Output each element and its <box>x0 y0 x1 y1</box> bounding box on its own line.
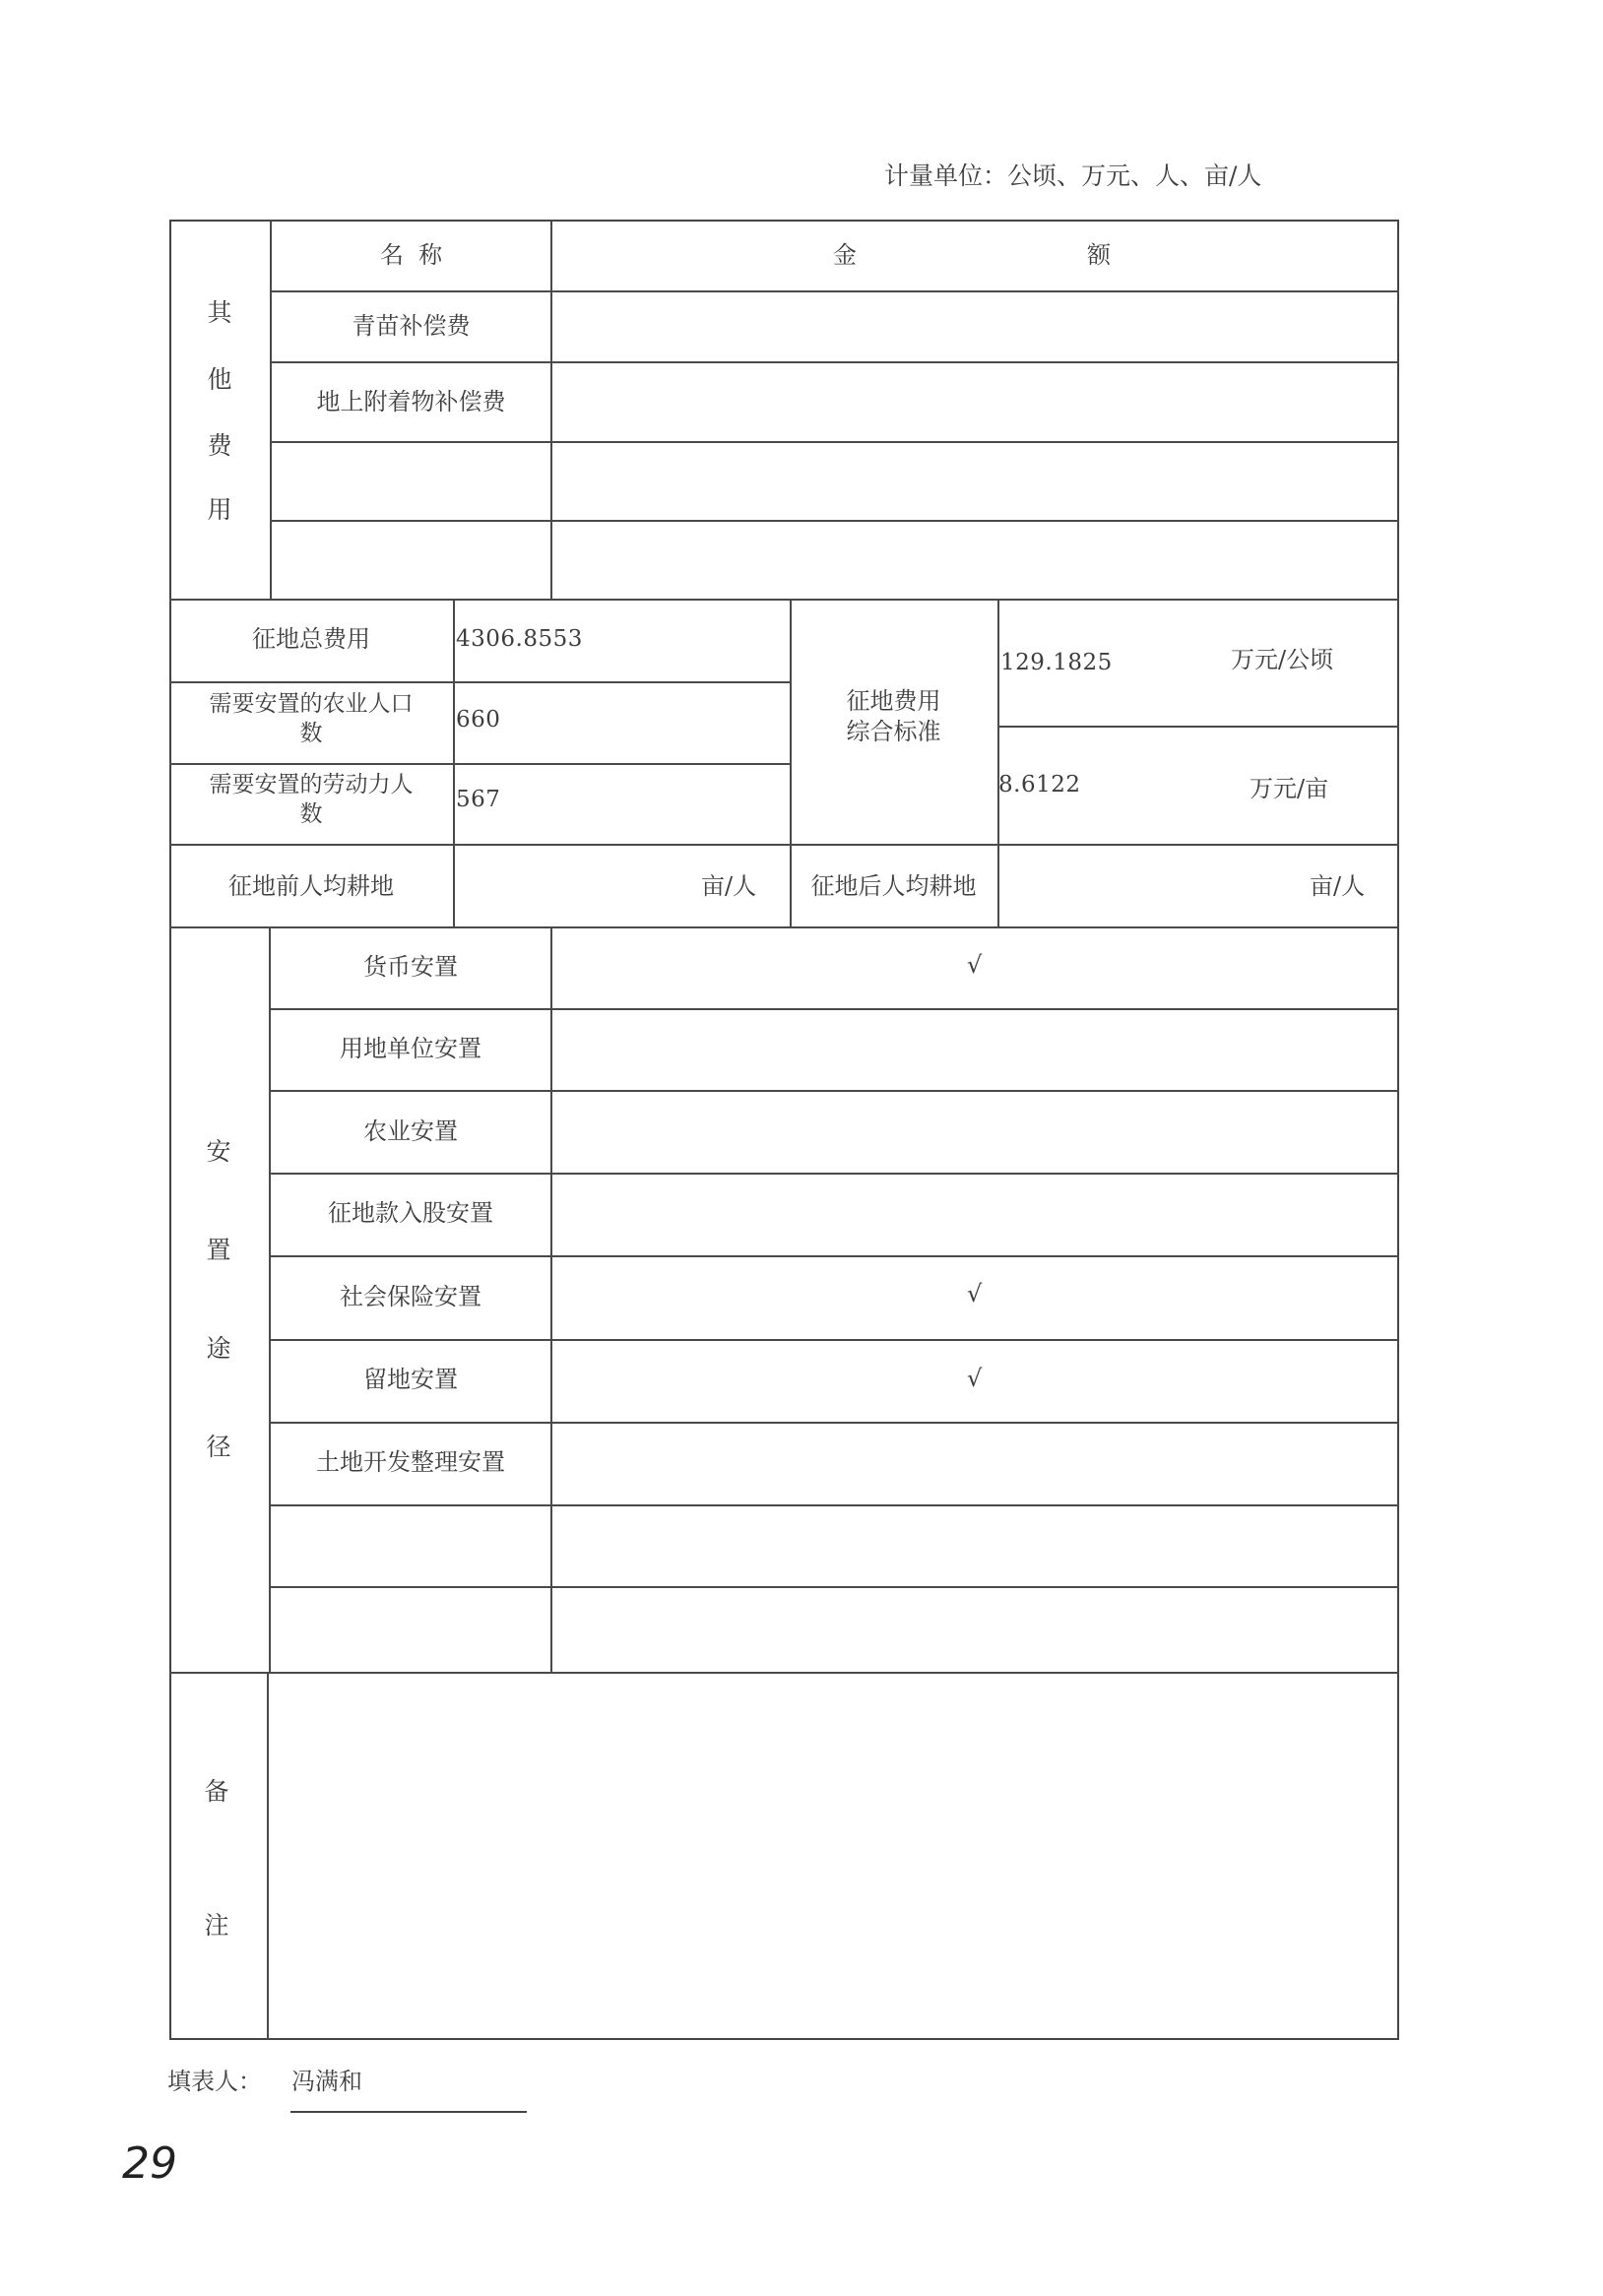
fee-name-green-crop: 青苗补偿费 <box>352 312 471 340</box>
placement-employer-label: 用地单位安置 <box>340 1035 481 1062</box>
standard-label-line2: 综合标准 <box>846 718 941 745</box>
placement-reserved-land-check[interactable]: √ <box>967 1365 983 1392</box>
other-fees-label-char: 他 <box>207 365 232 394</box>
remarks-label-char: 备 <box>204 1777 229 1806</box>
placement-reserved-land-label: 留地安置 <box>363 1366 458 1393</box>
placement-label-char: 途 <box>206 1334 231 1363</box>
standard-per-hectare-value[interactable]: 129.1825 <box>1000 650 1113 675</box>
other-fees-label-char: 用 <box>207 495 232 524</box>
farmland-before-unit: 亩/人 <box>701 872 757 900</box>
filler-name[interactable]: 冯满和 <box>291 2068 362 2095</box>
placement-monetary-label: 货币安置 <box>363 953 458 981</box>
remarks-content[interactable] <box>281 1686 1383 2030</box>
amount-column-header-left: 金 <box>833 241 857 269</box>
standard-per-hectare-unit: 万元/公顷 <box>1231 646 1334 673</box>
farmland-after-label: 征地后人均耕地 <box>810 872 977 900</box>
other-fees-label-char: 费 <box>207 431 232 460</box>
standard-per-mu-unit: 万元/亩 <box>1250 775 1329 802</box>
name-column-header: 名 称 <box>379 241 443 269</box>
total-cost-value[interactable]: 4306.8553 <box>456 626 583 652</box>
agri-population-label-line2: 数 <box>299 721 323 746</box>
farmland-before-label: 征地前人均耕地 <box>228 872 394 900</box>
total-cost-label: 征地总费用 <box>252 625 370 653</box>
filler-label: 填表人： <box>167 2068 262 2095</box>
filler-underline <box>290 2111 527 2113</box>
remarks-label-char: 注 <box>204 1911 229 1940</box>
placement-equity-label: 征地款入股安置 <box>328 1199 493 1227</box>
units-note: 计量单位：公顷、万元、人、亩/人 <box>884 161 1262 190</box>
placement-label-char: 安 <box>206 1137 231 1166</box>
placement-monetary-check[interactable]: √ <box>967 951 983 979</box>
page-number: 29 <box>122 2138 177 2189</box>
placement-social-insurance-label: 社会保险安置 <box>340 1283 481 1310</box>
labor-population-value[interactable]: 567 <box>456 787 501 812</box>
farmland-after-unit: 亩/人 <box>1310 872 1366 900</box>
placement-agricultural-label: 农业安置 <box>363 1117 458 1145</box>
placement-social-insurance-check[interactable]: √ <box>967 1280 983 1307</box>
placement-label-char: 径 <box>206 1433 231 1461</box>
labor-population-label-line2: 数 <box>299 801 323 827</box>
fee-name-attachments: 地上附着物补偿费 <box>316 388 506 415</box>
agri-population-label-line1: 需要安置的农业人口 <box>209 691 414 717</box>
placement-land-development-label: 土地开发整理安置 <box>316 1448 505 1476</box>
standard-per-mu-value[interactable]: 8.6122 <box>998 772 1081 797</box>
placement-label-char: 置 <box>206 1236 231 1264</box>
agri-population-value[interactable]: 660 <box>456 707 501 733</box>
standard-label-line1: 征地费用 <box>846 687 941 715</box>
amount-column-header-right: 额 <box>1087 241 1111 269</box>
other-fees-label-char: 其 <box>207 298 232 327</box>
labor-population-label-line1: 需要安置的劳动力人 <box>209 772 414 797</box>
